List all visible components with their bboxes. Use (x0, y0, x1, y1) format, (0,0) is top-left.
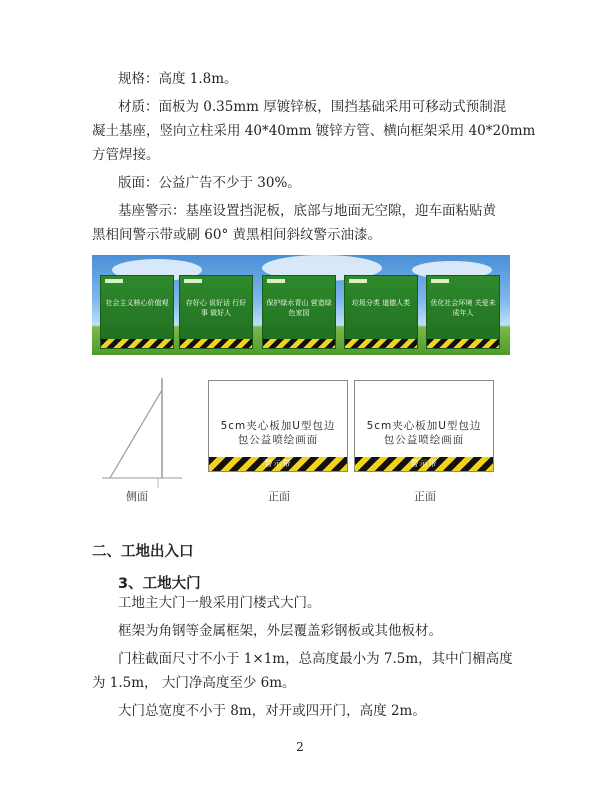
warning-paragraph-line2: 黑相间警示带或刷 60° 黄黑相间斜纹警示油漆。 (92, 227, 382, 243)
material-paragraph-line1: 材质：面板为 0.35mm 厚镀锌板，围挡基础采用可移动式预制混 (118, 99, 507, 115)
banner-panel-text: 存好心 说好话 行好事 做好人 (185, 299, 247, 317)
sub-heading: 3、工地大门 (118, 576, 201, 592)
warning-strip: 警示带 (355, 457, 493, 471)
hoarding-elevation-drawing (92, 370, 512, 510)
front-panel-text: 5cm夹心板加U型包边包公益喷绘画面 (220, 420, 336, 446)
front-view-label: 正面 (268, 490, 290, 503)
gate-paragraph-3-line1: 门柱截面尺寸不小于 1×1m，总高度最小为 7.5m，其中门楣高度 (118, 651, 513, 667)
banner-panel (426, 275, 500, 349)
page-number: 2 (296, 740, 304, 754)
banner-panel (262, 275, 336, 349)
hoarding-banner-photo (92, 255, 510, 355)
section-heading: 二、工地出入口 (92, 544, 194, 560)
banner-panel (179, 275, 253, 349)
warning-paragraph-line1: 基座警示：基座设置挡泥板，底部与地面无空隙，迎车面粘贴黄 (118, 203, 496, 219)
gate-paragraph-3-line2: 为 1.5m， 大门净高度至少 6m。 (92, 675, 296, 691)
banner-panel (100, 275, 174, 349)
front-view-panel (354, 380, 494, 472)
gate-paragraph-1: 工地主大门一般采用门楼式大门。 (118, 595, 321, 611)
banner-panel-text: 优化社会环境 关爱未成年人 (430, 299, 496, 317)
gate-paragraph-2: 框架为角钢等金属框架，外层覆盖彩钢板或其他板材。 (118, 623, 442, 639)
gate-paragraph-4: 大门总宽度不小于 8m，对开或四开门，高度 2m。 (118, 703, 426, 719)
material-paragraph-line2: 凝土基座，竖向立柱采用 40*40mm 镀锌方管、横向框架采用 40*20mm (92, 123, 536, 139)
front-view-panel (208, 380, 348, 472)
banner-panel (344, 275, 418, 349)
spec-paragraph: 规格：高度 1.8m。 (118, 71, 238, 87)
side-view-label: 侧面 (126, 490, 148, 503)
front-view-label: 正面 (414, 490, 436, 503)
banner-panel-text: 垃圾分类 道德人类 (351, 299, 411, 307)
front-panel-text: 5cm夹心板加U型包边包公益喷绘画面 (366, 420, 482, 446)
side-view-diagram (92, 370, 192, 490)
material-paragraph-line3: 方管焊接。 (92, 147, 160, 163)
banner-panel-text: 社会主义核心价值观 (105, 299, 169, 307)
banner-panel-text: 保护绿水青山 营造绿色家园 (266, 299, 332, 317)
warning-strip: 警示带 (209, 457, 347, 471)
layout-paragraph: 版面：公益广告不少于 30%。 (118, 175, 301, 191)
